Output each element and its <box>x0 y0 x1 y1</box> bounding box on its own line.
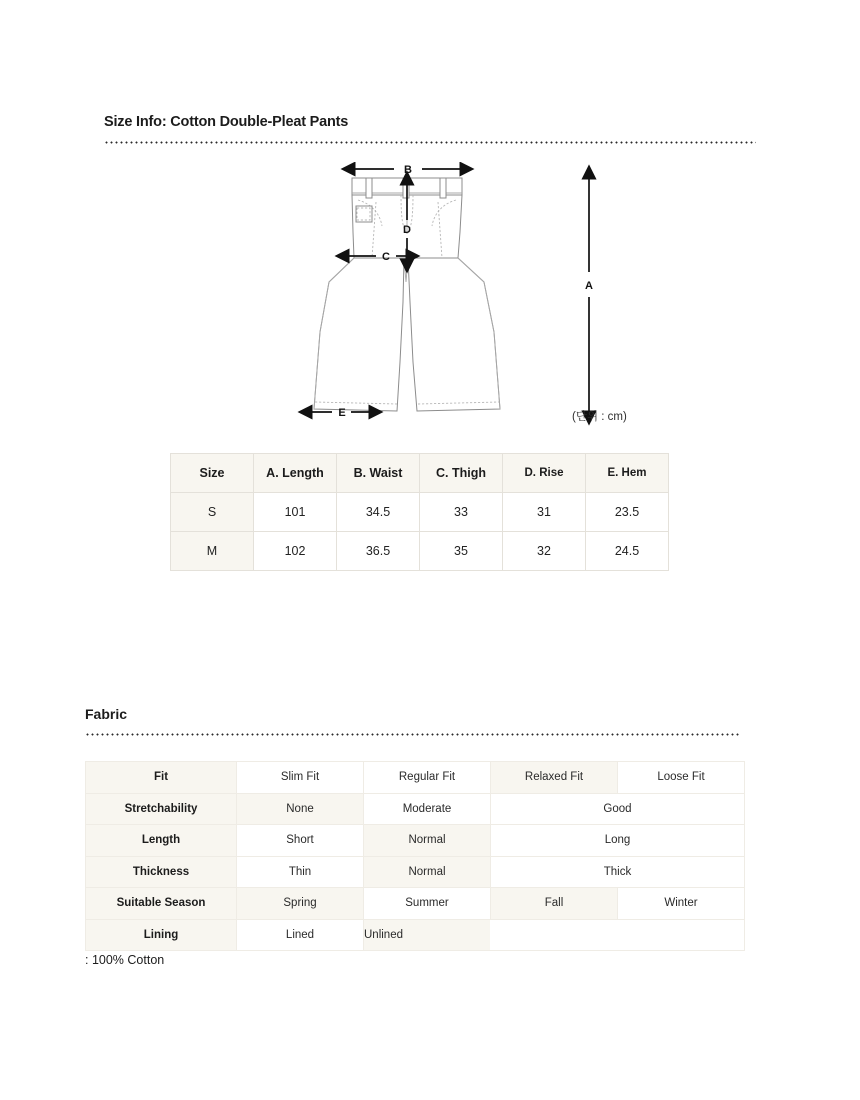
dimension-label-a: A <box>585 280 593 292</box>
fabric-row <box>86 762 745 794</box>
fabric-row-label: Stretchability <box>86 793 237 825</box>
section-divider <box>104 141 756 144</box>
size-info-section <box>104 112 756 144</box>
fabric-divider <box>85 733 741 736</box>
fabric-option[interactable]: Short <box>237 825 364 857</box>
table-row <box>171 532 669 571</box>
fabric-option[interactable]: Moderate <box>364 793 491 825</box>
unit-note: (단위 : cm) <box>572 411 627 423</box>
fabric-row <box>86 825 745 857</box>
size-col-header-rise: D. Rise <box>503 454 586 493</box>
size-col-header-waist: B. Waist <box>337 454 420 493</box>
size-cell-label: M <box>171 532 254 571</box>
fabric-option[interactable]: Slim Fit <box>237 762 364 794</box>
fabric-option[interactable]: Long <box>491 825 745 857</box>
fabric-option-selected[interactable]: Relaxed Fit <box>491 762 618 794</box>
fabric-option[interactable]: Regular Fit <box>364 762 491 794</box>
size-cell-hem: 23.5 <box>586 493 669 532</box>
fabric-option-selected[interactable]: None <box>237 793 364 825</box>
fabric-row <box>86 888 745 920</box>
dimension-label-e: E <box>338 407 346 419</box>
size-cell-thigh: 33 <box>420 493 503 532</box>
fabric-option-selected[interactable]: Unlined <box>364 919 745 951</box>
fabric-row-label: Suitable Season <box>86 888 237 920</box>
size-cell-waist: 36.5 <box>337 532 420 571</box>
pants-illustration-svg <box>104 162 756 432</box>
fabric-option-selected[interactable]: Normal <box>364 825 491 857</box>
fabric-table-container <box>85 761 741 951</box>
size-col-header-thigh: C. Thigh <box>420 454 503 493</box>
dimension-label-c: C <box>382 251 390 263</box>
size-cell-label: S <box>171 493 254 532</box>
fabric-attributes-table <box>85 761 745 951</box>
size-cell-rise: 32 <box>503 532 586 571</box>
size-cell-thigh: 35 <box>420 532 503 571</box>
size-col-header-length: A. Length <box>254 454 337 493</box>
fabric-row-label: Thickness <box>86 856 237 888</box>
page-title: Size Info: Cotton Double-Pleat Pants <box>104 114 349 130</box>
size-table-head <box>171 454 669 493</box>
size-table-body <box>171 493 669 571</box>
pants-silhouette <box>104 162 756 432</box>
size-table <box>170 453 669 571</box>
fabric-option[interactable]: Lined <box>237 919 364 951</box>
fabric-title: Fabric <box>85 706 128 722</box>
size-col-header-hem: E. Hem <box>586 454 669 493</box>
size-table-container <box>170 453 663 571</box>
fabric-option[interactable]: Winter <box>618 888 745 920</box>
dimension-label-b: B <box>404 164 412 176</box>
size-table-header-row <box>171 454 669 493</box>
fabric-option-selected[interactable]: Spring <box>237 888 364 920</box>
fabric-option-selected[interactable]: Normal <box>364 856 491 888</box>
fabric-option[interactable]: Thick <box>491 856 745 888</box>
fabric-section <box>85 704 741 736</box>
table-row <box>171 493 669 532</box>
fabric-row <box>86 919 745 951</box>
fabric-option-selected[interactable]: Fall <box>491 888 618 920</box>
fabric-table-body <box>86 762 745 951</box>
dimension-label-d: D <box>403 224 411 236</box>
size-cell-hem: 24.5 <box>586 532 669 571</box>
fabric-option[interactable]: Summer <box>364 888 491 920</box>
fabric-option[interactable]: Thin <box>237 856 364 888</box>
size-cell-waist: 34.5 <box>337 493 420 532</box>
fabric-option[interactable]: Loose Fit <box>618 762 745 794</box>
belt-loop-right <box>440 178 446 198</box>
fabric-composition-note: : 100% Cotton <box>85 953 165 967</box>
fabric-row-label: Lining <box>86 919 237 951</box>
fabric-row-label: Fit <box>86 762 237 794</box>
size-cell-rise: 31 <box>503 493 586 532</box>
fabric-option[interactable]: Good <box>491 793 745 825</box>
belt-loop-left <box>366 178 372 198</box>
fabric-row-label: Length <box>86 825 237 857</box>
belt-loop-center <box>403 178 409 198</box>
size-col-header-size: Size <box>171 454 254 493</box>
size-cell-length: 102 <box>254 532 337 571</box>
pants-measurement-diagram <box>104 162 756 432</box>
fabric-row <box>86 793 745 825</box>
size-cell-length: 101 <box>254 493 337 532</box>
fabric-row <box>86 856 745 888</box>
